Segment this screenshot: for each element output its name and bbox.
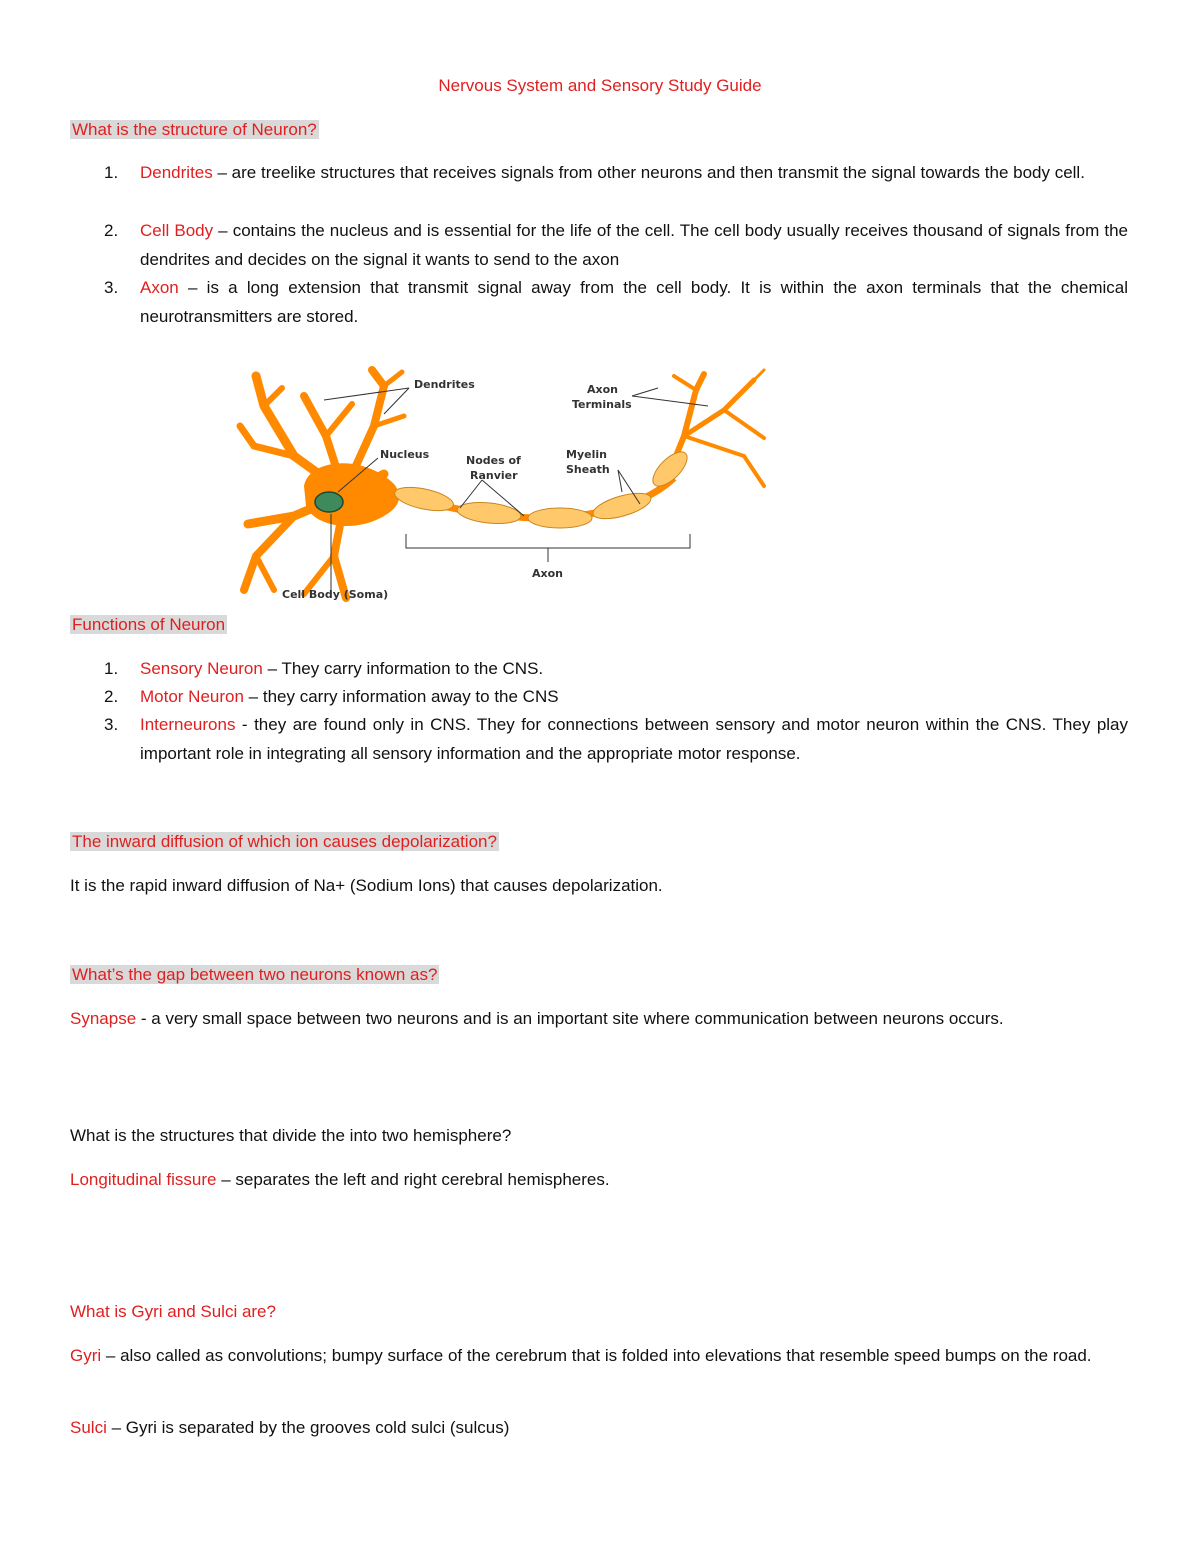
term: Interneurons [140,715,236,734]
label-dendrites: Dendrites [414,378,475,391]
list-number: 2. [104,221,119,240]
answer-sulci: Sulci – Gyri is separated by the grooves cold sulci (sulcus) [70,1418,510,1437]
term: Gyri [70,1346,102,1365]
label-cell-body: Cell Body (Soma) [282,588,389,601]
nucleus [315,492,343,512]
answer-synapse: Synapse - a very small space between two neurons and is an important site where communication between neurons occurs. [70,1009,1004,1028]
term: Cell Body [140,221,214,240]
label-nucleus: Nucleus [380,448,430,461]
list-number: 3. [104,278,119,297]
label-myelin-line1: Myelin [566,448,607,461]
term: Motor Neuron [140,687,244,706]
section-heading-depolarization: The inward diffusion of which ion causes depolarization? [72,832,497,851]
answer-longitudinal-fissure: Longitudinal fissure – separates the left and right cerebral hemispheres. [70,1170,610,1189]
answer-depolarization: It is the rapid inward diffusion of Na+ (Sodium Ions) that causes depolarization. [70,876,663,895]
term: Dendrites [140,163,213,182]
label-nodes-line1: Nodes of [466,454,521,467]
section-heading-functions: Functions of Neuron [72,615,226,634]
myelin-segments [393,446,693,528]
label-nodes-line2: Ranvier [470,469,518,482]
section-heading-synapse: What’s the gap between two neurons known as? [72,965,438,984]
section-heading-hemisphere: What is the structures that divide the into two hemisphere? [70,1126,512,1145]
term: Sensory Neuron [140,659,263,678]
label-axon: Axon [532,567,563,580]
term: Synapse [70,1009,137,1028]
label-axon-terminals-line1: Axon [587,383,618,396]
answer-gyri: Gyri – also called as convolutions; bumpy surface of the cerebrum that is folded into elevations that resemble speed bumps on the road. [70,1346,1092,1365]
term: Longitudinal fissure [70,1170,217,1189]
list-item-axon: Axon – is a long extension that transmit signal away from the cell body. It is within the axon terminals that the chemical neurotransmitters are stored. [140,278,1128,326]
list-number: 1. [104,163,119,182]
term: Axon [140,278,179,297]
list-number: 2. [104,687,119,706]
list-item-dendrites: Dendrites – are treelike structures that receives signals from other neurons and then transmit the signal towards the body cell. [140,163,1085,182]
label-myelin-line2: Sheath [566,463,610,476]
neuron-diagram [234,366,768,606]
list-item-cell-body: Cell Body – contains the nucleus and is essential for the life of the cell. The cell body usually receives thousand of signals from the dendrites and decides on the signal it wants to send to the axon [140,221,1129,269]
page-title: Nervous System and Sensory Study Guide [438,76,762,95]
list-number: 3. [104,715,119,734]
list-item-sensory-neuron: Sensory Neuron – They carry information to the CNS. [140,659,544,678]
label-axon-terminals-line2: Terminals [572,398,632,411]
list-item-interneurons: Interneurons - they are found only in CNS. They for connections between sensory and motor neuron within the CNS. They play important role in integrating all sensory information and the appropriate motor response. [140,715,1128,763]
list-number: 1. [104,659,119,678]
section-heading-gyri-sulci: What is Gyri and Sulci are? [70,1302,276,1321]
section-heading-neuron-structure: What is the structure of Neuron? [72,120,317,139]
term: Sulci [70,1418,107,1437]
list-item-motor-neuron: Motor Neuron – they carry information away to the CNS [140,687,559,706]
